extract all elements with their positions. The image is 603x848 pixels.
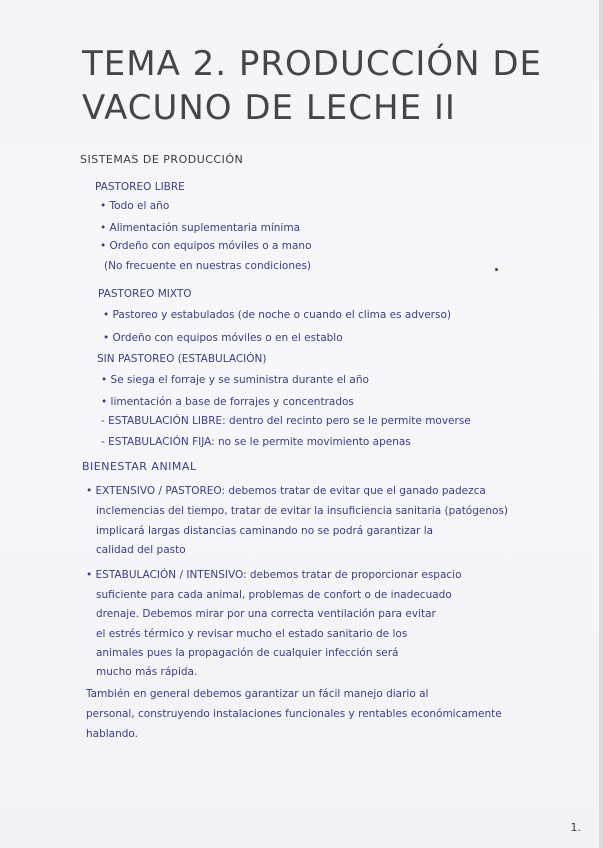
paragraph-line: drenaje. Debemos mirar por una correcta ventilación para evitar [96,608,436,620]
title-line-1: TEMA 2. PRODUCCIÓN DE [82,44,543,84]
page-number: 1. [570,821,581,834]
list-item: • Ordeño con equipos móviles o en el establo [103,332,343,344]
paragraph-line: implicará largas distancias caminando no se podrá garantizar la [96,525,434,537]
list-item: • Se siega el forraje y se suministra durante el año [101,374,369,386]
pastoreo-libre-heading: PASTOREO LIBRE [95,181,185,193]
list-item: (No frecuente en nuestras condiciones) [104,260,312,272]
list-item: • Alimentación suplementaria mínima [100,222,300,234]
list-item: • Todo el año [100,200,170,212]
pastoreo-mixto-heading: PASTOREO MIXTO [98,288,192,300]
paragraph-line: el estrés térmico y revisar mucho el estado sanitario de los [96,628,408,640]
title-line-2: VACUNO DE LECHE II [82,88,456,128]
paragraph-line: • EXTENSIVO / PASTOREO: debemos tratar de evitar que el ganado padezca [86,485,486,497]
list-item: - ESTABULACIÓN LIBRE: dentro del recinto pero se le permite moverse [101,415,471,427]
paragraph-line: suficiente para cada animal, problemas de confort o de inadecuado [96,589,452,601]
page-title [82,42,582,130]
list-item: • Ordeño con equipos móviles o a mano [100,240,312,252]
paragraph-line: animales pues la propagación de cualquier infección será [96,647,399,659]
paragraph-line: calidad del pasto [96,544,186,556]
paragraph-line: mucho más rápida. [96,666,198,678]
list-item: • Pastoreo y estabulados (de noche o cuando el clima es adverso) [103,309,451,321]
paragraph-line: personal, construyendo instalaciones funcionales y rentables económicamente [86,708,502,720]
list-item: - ESTABULACIÓN FIJA: no se le permite movimiento apenas [101,436,411,448]
paragraph-line: También en general debemos garantizar un fácil manejo diario al [86,688,429,700]
sin-pastoreo-heading: SIN PASTOREO (ESTABULACIÓN) [97,353,267,365]
paragraph-line: inclemencias del tiempo, tratar de evitar la insuficiencia sanitaria (patógenos) [96,505,509,517]
list-item: • limentación a base de forrajes y concentrados [101,396,354,408]
paragraph-line: • ESTABULACIÓN / INTENSIVO: debemos tratar de proporcionar espacio [86,569,462,581]
ink-dot [495,268,498,271]
paragraph-line: hablando. [86,728,139,740]
section-title: SISTEMAS DE PRODUCCIÓN [80,153,244,166]
bienestar-heading: BIENESTAR ANIMAL [82,460,197,473]
